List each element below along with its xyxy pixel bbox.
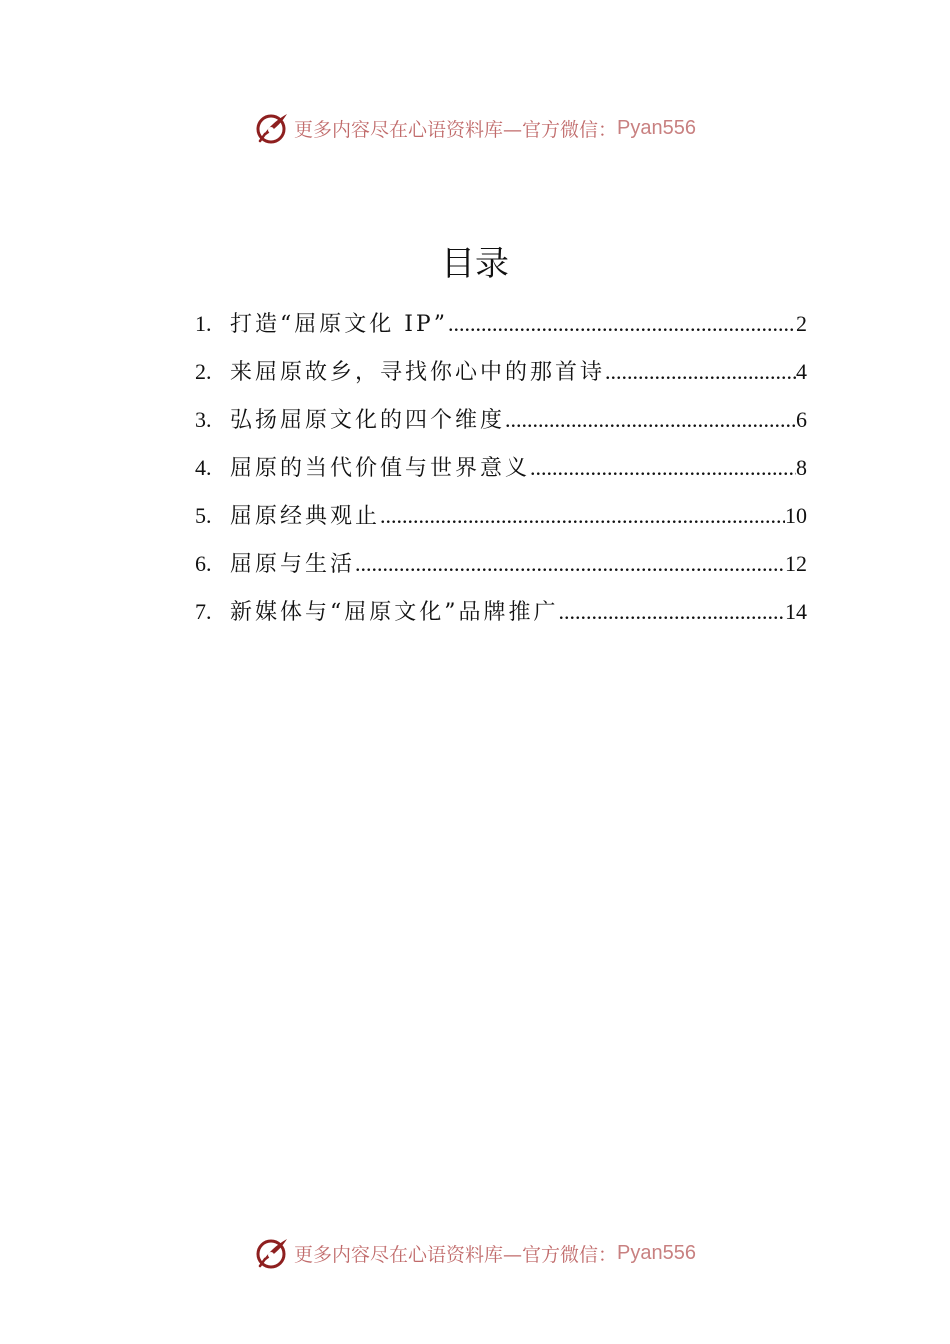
toc-entry-number: 2. xyxy=(195,359,212,384)
toc-entry-title: 屈原与生活 xyxy=(230,552,356,577)
toc-entry[interactable] xyxy=(195,444,807,492)
quill-logo-icon xyxy=(254,1235,290,1271)
toc-entry-page-number: 12 xyxy=(785,551,807,576)
banner-wechat-handle: Pyan556 xyxy=(617,116,696,139)
toc-entry-page-number: 10 xyxy=(785,503,807,528)
footer-banner xyxy=(0,1233,950,1273)
toc-dot-leader xyxy=(530,444,796,492)
toc-entry[interactable] xyxy=(195,492,807,540)
toc-dot-leader xyxy=(355,540,785,588)
toc-entry[interactable] xyxy=(195,396,807,444)
toc-entry-page-number: 2 xyxy=(796,311,807,336)
toc-entry-title: 来屈原故乡，寻找你心中的那首诗 xyxy=(230,360,606,385)
header-banner-content xyxy=(254,110,696,146)
toc-entry-title: 屈原经典观止 xyxy=(230,504,381,529)
toc-entry[interactable] xyxy=(195,540,807,588)
toc-dot-leader xyxy=(448,300,796,348)
toc-entry-number: 4. xyxy=(195,455,212,480)
toc-entry-title: 弘扬屈原文化的四个维度 xyxy=(230,408,506,433)
toc-dot-leader xyxy=(605,348,796,396)
toc-entry-page-number: 6 xyxy=(796,407,807,432)
toc-entry-page-number: 14 xyxy=(785,599,807,624)
toc-entry-page-number: 8 xyxy=(796,455,807,480)
toc-entry-number: 1. xyxy=(195,311,212,336)
toc-entry-title: 打造“屈原文化 IP” xyxy=(230,312,448,337)
toc-entry-title: 新媒体与“屈原文化”品牌推广 xyxy=(230,600,559,625)
footer-banner-content xyxy=(254,1235,696,1271)
toc-entry-number: 5. xyxy=(195,503,212,528)
toc-entry-number: 7. xyxy=(195,599,212,624)
page-title: 目录 xyxy=(441,244,509,284)
header-banner xyxy=(0,108,950,148)
banner-wechat-handle: Pyan556 xyxy=(617,1241,696,1264)
toc-dot-leader xyxy=(380,492,785,540)
toc-dot-leader xyxy=(559,588,786,636)
quill-logo-icon xyxy=(254,110,290,146)
toc-entry[interactable] xyxy=(195,588,807,636)
toc-entry[interactable] xyxy=(195,348,807,396)
toc-entry-number: 6. xyxy=(195,551,212,576)
toc-entry-title: 屈原的当代价值与世界意义 xyxy=(230,456,531,481)
table-of-contents xyxy=(195,300,807,636)
toc-dot-leader xyxy=(505,396,796,444)
toc-entry-number: 3. xyxy=(195,407,212,432)
banner-text: 更多内容尽在心语资料库—官方微信： xyxy=(294,1243,618,1266)
banner-text: 更多内容尽在心语资料库—官方微信： xyxy=(294,118,618,141)
toc-entry-page-number: 4 xyxy=(796,359,807,384)
toc-entry[interactable] xyxy=(195,300,807,348)
